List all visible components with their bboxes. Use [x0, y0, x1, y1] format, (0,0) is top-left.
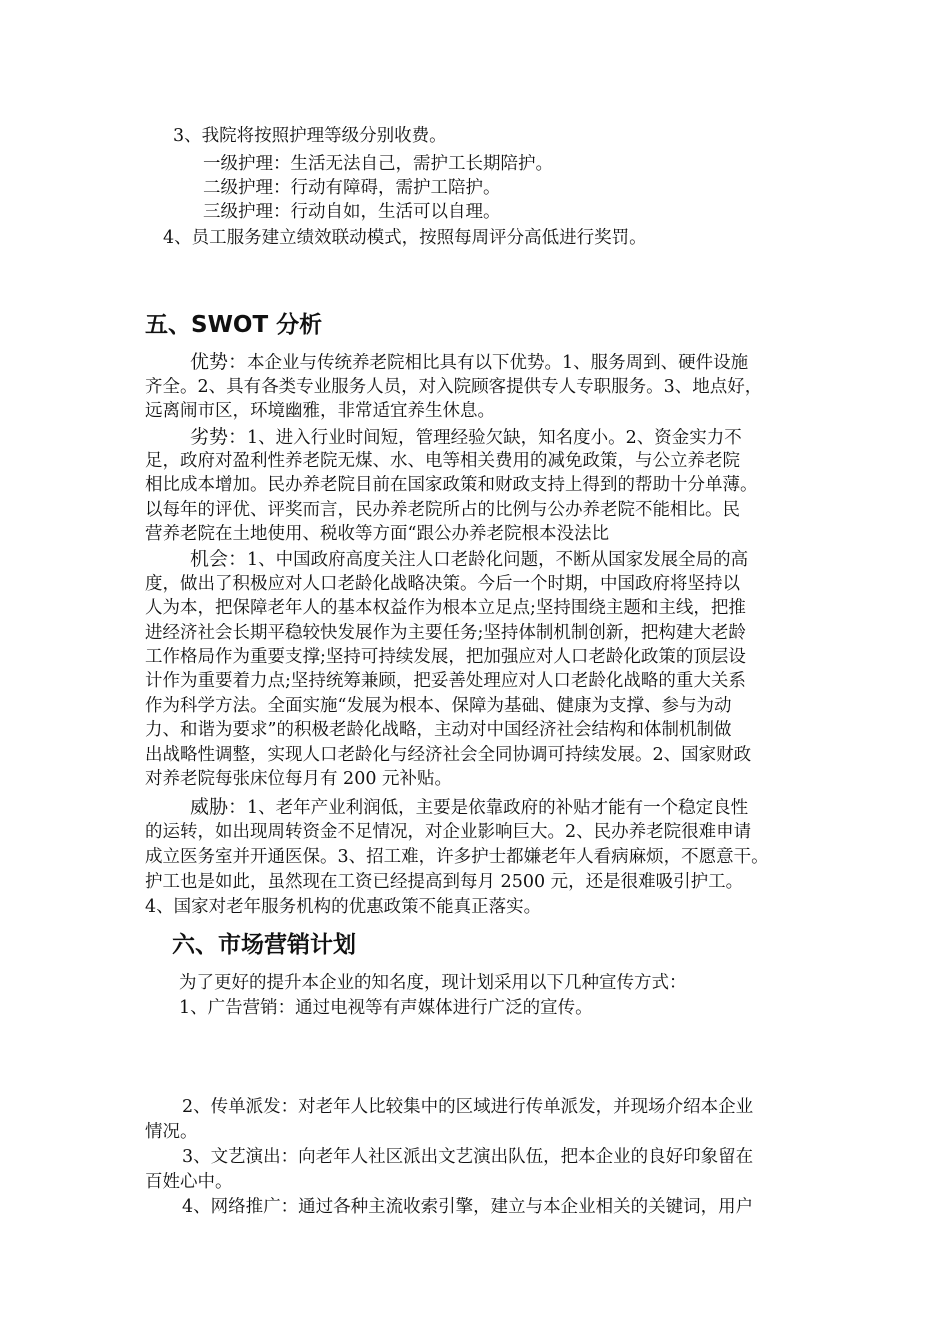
marketing-intro: 为了更好的提升本企业的知名度，现计划采用以下几种宣传方式：: [179, 973, 687, 993]
threats-line-3: 成立医务室并开通医保。3、招工难，许多护士都嫌老年人看病麻烦，不愿意干。: [145, 847, 769, 867]
opportunities-line-1: [190, 547, 748, 572]
opportunities-line-2: 度，做出了积极应对人口老龄化战略决策。今后一个时期，中国政府将坚持以: [145, 574, 740, 594]
strengths-text: 本企业与传统养老院相比具有以下优势。1、服务周到、硬件设施: [247, 353, 749, 373]
care-level-3: 三级护理：行动自如，生活可以自理。: [203, 202, 501, 222]
care-level-1: 一级护理：生活无法自己，需护工长期陪护。: [203, 154, 553, 174]
weaknesses-line-5: 营养老院在土地使用、税收等方面“跟公办养老院根本没法比: [145, 524, 609, 544]
staff-item-4: 4、员工服务建立绩效联动模式，按照每周评分高低进行奖罚。: [163, 228, 647, 248]
marketing-item-2-line-1: 2、传单派发：对老年人比较集中的区域进行传单派发，并现场介绍本企业: [182, 1097, 754, 1117]
strengths-line-2: 齐全。2、具有各类专业服务人员，对入院顾客提供专人专职服务。3、地点好，: [145, 377, 763, 397]
marketing-item-4: 4、网络推广：通过各种主流收索引擎，建立与本企业相关的关键词，用户: [182, 1197, 754, 1217]
opportunities-line-5: 工作格局作为重要支撑;坚持可持续发展，把加强应对人口老龄化政策的顶层设: [145, 647, 746, 667]
care-level-2: 二级护理：行动有障碍，需护工陪护。: [203, 178, 501, 198]
opportunities-line-4: 进经济社会长期平稳较快发展作为主要任务;坚持体制机制创新，把构建大老龄: [145, 623, 746, 643]
strengths-label: 优势：: [190, 351, 248, 373]
opportunities-label: 机会：: [190, 548, 248, 570]
threats-line-1: [190, 795, 748, 820]
opportunities-line-3: 人为本，把保障老年人的基本权益作为根本立足点;坚持围绕主题和主线，把推: [145, 598, 746, 618]
threats-line-5: 4、国家对老年服务机构的优惠政策不能真正落实。: [145, 897, 542, 917]
opportunities-line-6: 计作为重要着力点;坚持统筹兼顾，把妥善处理应对人口老龄化战略的重大关系: [145, 671, 746, 691]
strengths-line-1: [190, 350, 748, 375]
marketing-item-2-line-2: 情况。: [145, 1122, 198, 1142]
threats-line-4: 护工也是如此，虽然现在工资已经提高到每月 2500 元，还是很难吸引护工。: [145, 872, 744, 892]
marketing-item-3-line-1: 3、文艺演出：向老年人社区派出文艺演出队伍，把本企业的良好印象留在: [182, 1147, 754, 1167]
opportunities-line-8: 力、和谐为要求”的积极老龄化战略，主动对中国经济社会结构和体制机制做: [145, 720, 732, 740]
opportunities-line-10: 对养老院每张床位每月有 200 元补贴。: [145, 769, 453, 789]
marketing-item-1: 1、广告营销：通过电视等有声媒体进行广泛的宣传。: [179, 998, 593, 1018]
opportunities-line-9: 出战略性调整，实现人口老龄化与经济社会全同协调可持续发展。2、国家财政: [145, 745, 752, 765]
threats-label: 威胁：: [190, 796, 248, 818]
threats-line-2: 的运转，如出现周转资金不足情况，对企业影响巨大。2、民办养老院很难申请: [145, 822, 752, 842]
weaknesses-line-4: 以每年的评优、评奖而言，民办养老院所占的比例与公办养老院不能相比。民: [145, 500, 740, 520]
swot-heading: 五、SWOT 分析: [145, 312, 323, 338]
weaknesses-text: 1、进入行业时间短，管理经验欠缺，知名度小。2、资金实力不: [247, 428, 742, 448]
fee-item-3: 3、我院将按照护理等级分别收费。: [173, 126, 447, 146]
strengths-line-3: 远离闹市区，环境幽雅，非常适宜养生休息。: [145, 401, 495, 421]
marketing-heading: 六、市场营销计划: [172, 932, 356, 958]
threats-text: 1、老年产业利润低，主要是依靠政府的补贴才能有一个稳定良性: [247, 798, 749, 818]
weaknesses-line-3: 相比成本增加。民办养老院目前在国家政策和财政支持上得到的帮助十分单薄。: [145, 475, 758, 495]
weaknesses-line-1: [190, 425, 742, 450]
marketing-item-3-line-2: 百姓心中。: [145, 1172, 233, 1192]
weaknesses-line-2: 足，政府对盈利性养老院无煤、水、电等相关费用的减免政策，与公立养老院: [145, 451, 740, 471]
opportunities-text: 1、中国政府高度关注人口老龄化问题，不断从国家发展全局的高: [247, 550, 749, 570]
opportunities-line-7: 作为科学方法。全面实施“发展为根本、保障为基础、健康为支撑、参与为动: [145, 696, 732, 716]
weaknesses-label: 劣势：: [190, 426, 248, 448]
